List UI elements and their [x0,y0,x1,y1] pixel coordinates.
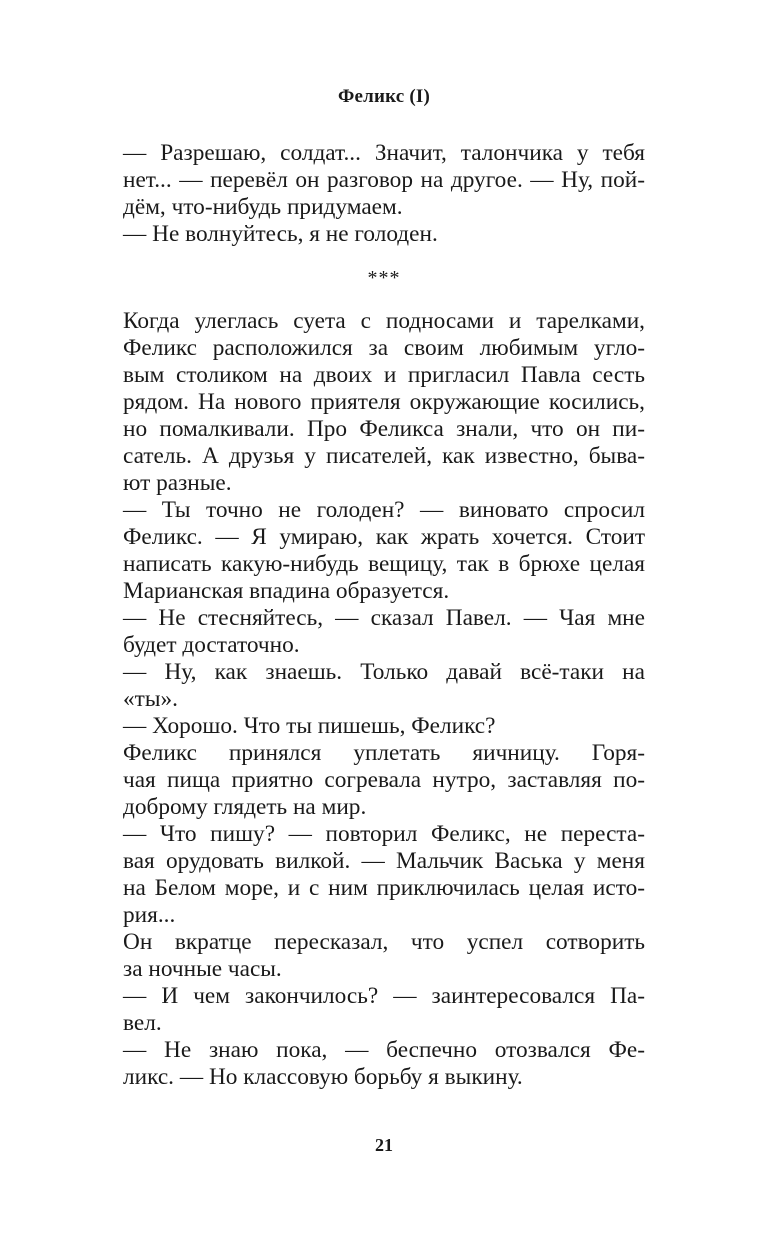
text-line: Когда улеглась суета с подносами и тарелками, [123,308,645,334]
body-text [123,140,645,1091]
text-block-before-break [123,140,645,248]
text-line: чая пища приятно согревала нутро, заставляя по- [123,767,645,793]
section-separator: *** [367,267,401,289]
text-line: ликс. — Но классовую борьбу я выкину. [123,1064,523,1090]
text-line: сатель. А друзья у писателей, как известно, быва- [123,443,645,469]
text-line: будет достаточно. [123,632,300,658]
text-line: написать какую-нибудь вещицу, так в брюхе целая [123,551,645,577]
text-line: вым столиком на двоих и пригласил Павла сесть [123,362,645,388]
text-line: Он вкратце пересказал, что успел сотворить [123,929,645,955]
text-line: Марианская впадина образуется. [123,578,450,604]
text-line: — Ты точно не голоден? — виновато спросил [123,497,645,523]
text-line: Феликс принялся уплетать яичницу. Горя- [123,740,645,766]
text-line: на Белом море, и с ним приключилась целая исто- [123,875,645,901]
text-line: — Не стесняйтесь, — сказал Павел. — Чая мне [123,605,645,631]
paragraph [123,140,645,221]
paragraph [123,740,645,821]
paragraph [123,1037,645,1091]
text-line: — Ну, как знаешь. Только давай всё-таки на [123,659,645,685]
running-head: Феликс (I) [337,86,431,107]
text-line: — Разрешаю, солдат... Значит, талончика у тебя [123,140,645,166]
paragraph [123,221,645,248]
text-line: Феликс. — Я умираю, как жрать хочется. Стоит [123,524,645,550]
text-line: — Не волнуйтесь, я не голоден. [123,221,438,247]
page-number: 21 [375,1135,393,1155]
paragraph [123,983,645,1037]
paragraph [123,659,645,713]
paragraph [123,497,645,605]
paragraph [123,929,645,983]
text-line: рия... [123,902,176,928]
text-block-after-break [123,308,645,1091]
paragraph [123,605,645,659]
text-line: нет... — перевёл он разговор на другое. — Ну, пой- [123,167,645,193]
paragraph [123,713,645,740]
text-line: но помалкивали. Про Феликса знали, что он пи- [123,416,645,442]
paragraph [123,308,645,497]
text-line: ют разные. [123,470,232,496]
text-line: — Не знаю пока, — беспечно отозвался Фе- [123,1037,645,1063]
paragraph [123,821,645,929]
text-line: рядом. На нового приятеля окружающие косились, [123,389,645,415]
text-line: — Хорошо. Что ты пишешь, Феликс? [123,713,496,739]
text-line: дём, что-нибудь придумаем. [123,194,403,220]
text-line: за ночные часы. [123,956,282,982]
text-line: вая орудовать вилкой. — Мальчик Васька у меня [123,848,645,874]
text-line: «ты». [123,686,178,712]
text-line: Феликс расположился за своим любимым угло- [123,335,645,361]
text-line: вел. [123,1010,162,1036]
text-line: — И чем закончилось? — заинтересовался Па- [123,983,645,1009]
text-line: — Что пишу? — повторил Феликс, не переста- [123,821,645,847]
text-line: доброму глядеть на мир. [123,794,367,820]
